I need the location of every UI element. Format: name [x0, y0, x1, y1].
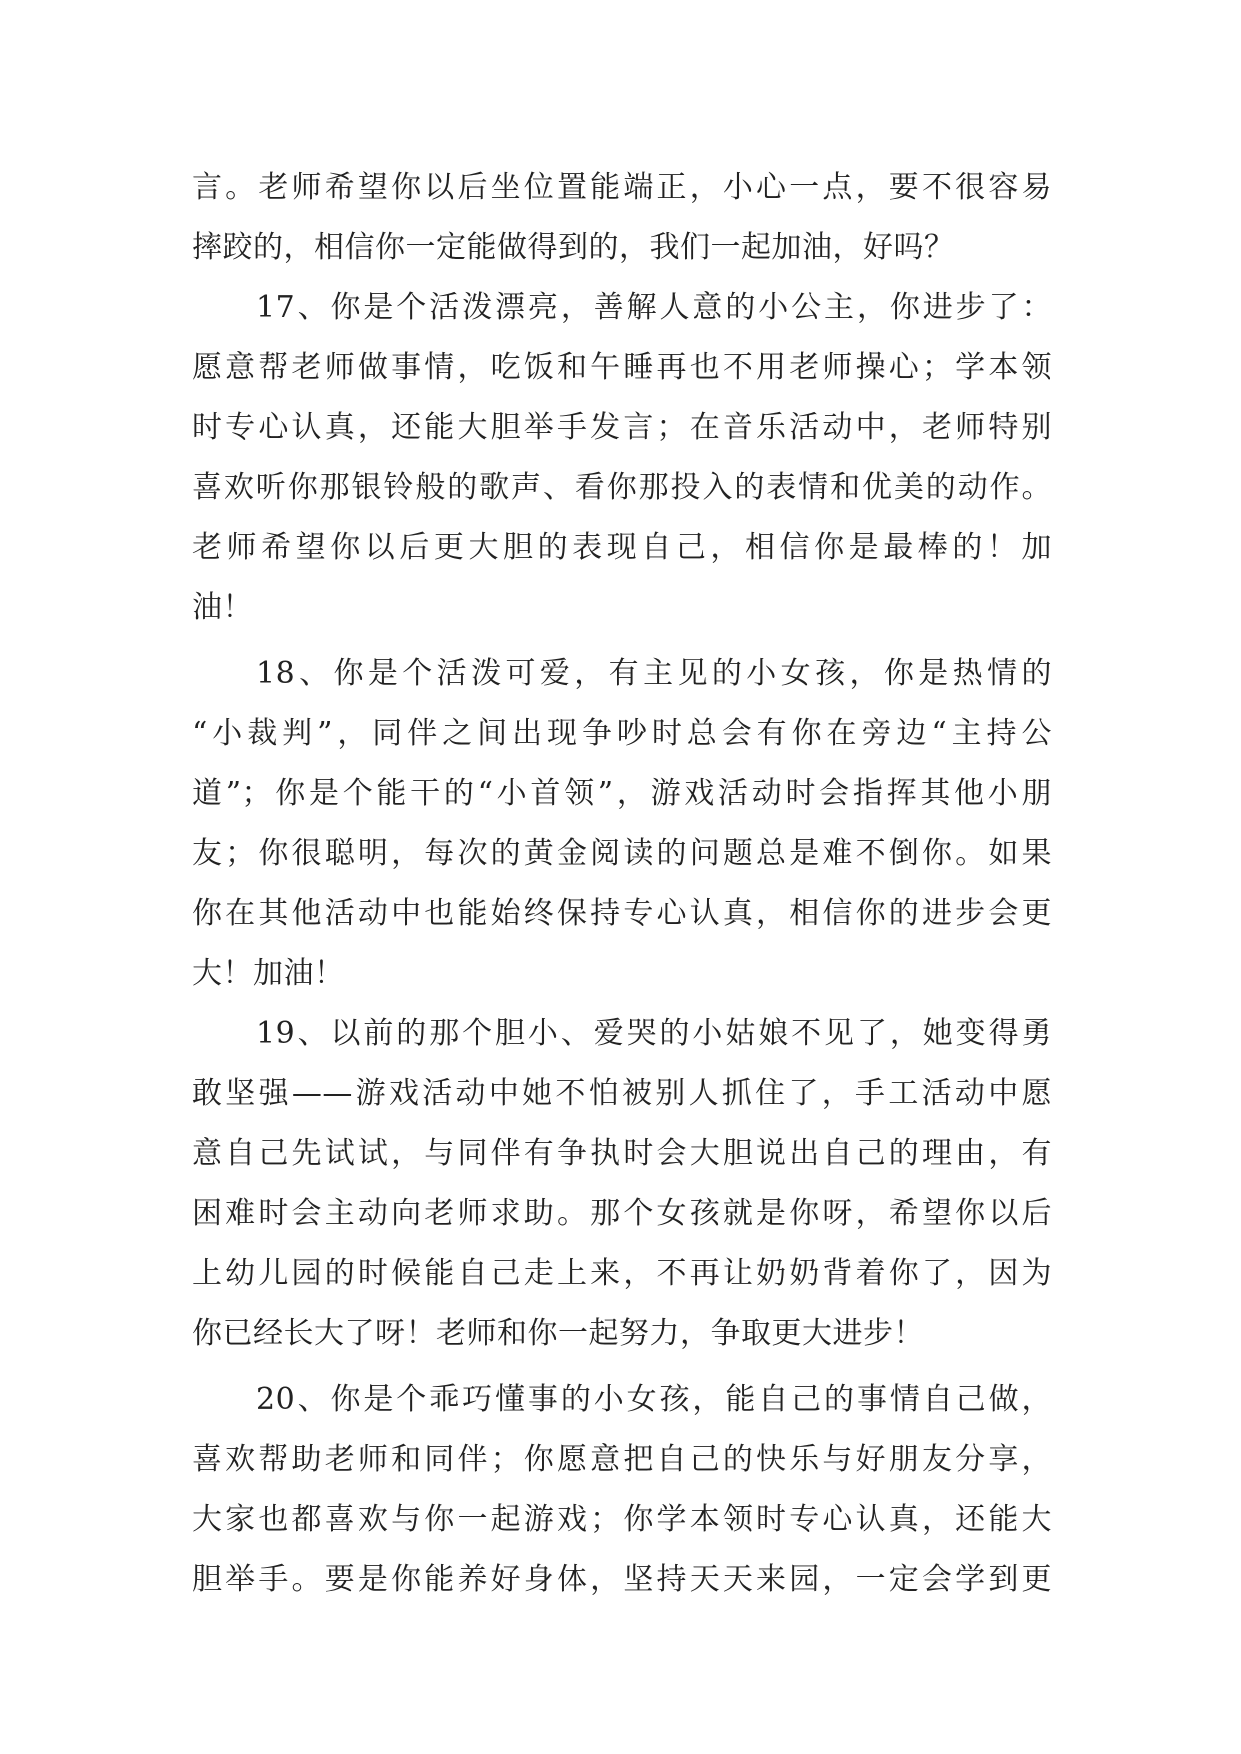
- text-line: 20、你是个乖巧懂事的小女孩，能自己的事情自己做，: [256, 1382, 1052, 1417]
- text-line: 困难时会主动向老师求助。那个女孩就是你呀，希望你以后: [192, 1196, 1052, 1231]
- text-line: 19、以前的那个胆小、爱哭的小姑娘不见了，她变得勇: [256, 1016, 1052, 1051]
- text-line: 敢坚强——游戏活动中她不怕被别人抓住了，手工活动中愿: [192, 1076, 1052, 1111]
- text-line: 言。老师希望你以后坐位置能端正，小心一点，要不很容易: [192, 170, 1052, 205]
- paragraph-20: [192, 1370, 1052, 1610]
- text-line: 你已经长大了呀！老师和你一起努力，争取更大进步！: [192, 1316, 924, 1351]
- text-line: 时专心认真，还能大胆举手发言；在音乐活动中，老师特别: [192, 410, 1052, 445]
- text-line: 老师希望你以后更大胆的表现自己，相信你是最棒的！加: [192, 530, 1052, 565]
- text-line: 18、你是个活泼可爱，有主见的小女孩，你是热情的: [256, 656, 1052, 691]
- text-line: 道”；你是个能干的“小首领”，游戏活动时会指挥其他小朋: [192, 776, 1052, 811]
- text-line: “小裁判”，同伴之间出现争吵时总会有你在旁边“主持公: [192, 716, 1052, 751]
- text-line: 友；你很聪明，每次的黄金阅读的问题总是难不倒你。如果: [192, 836, 1052, 871]
- text-line: 17、你是个活泼漂亮，善解人意的小公主，你进步了：: [256, 290, 1052, 325]
- text-line: 大！加油！: [192, 956, 345, 991]
- text-line: 你在其他活动中也能始终保持专心认真，相信你的进步会更: [192, 896, 1052, 931]
- paragraph-19: [192, 1004, 1052, 1364]
- text-line: 上幼儿园的时候能自己走上来，不再让奶奶背着你了，因为: [192, 1256, 1052, 1291]
- paragraph-16-continued: [192, 158, 1052, 278]
- body-text: [192, 158, 1052, 1610]
- text-line: 意自己先试试，与同伴有争执时会大胆说出自己的理由，有: [192, 1136, 1052, 1171]
- paragraph-18: [192, 644, 1052, 1004]
- paragraph-17: [192, 278, 1052, 638]
- text-line: 喜欢帮助老师和同伴；你愿意把自己的快乐与好朋友分享，: [192, 1442, 1052, 1477]
- text-line: 大家也都喜欢与你一起游戏；你学本领时专心认真，还能大: [192, 1502, 1052, 1537]
- text-line: 胆举手。要是你能养好身体，坚持天天来园，一定会学到更: [192, 1562, 1052, 1597]
- text-line: 喜欢听你那银铃般的歌声、看你那投入的表情和优美的动作。: [192, 470, 1052, 505]
- text-line: 愿意帮老师做事情，吃饭和午睡再也不用老师操心；学本领: [192, 350, 1052, 385]
- text-line: 摔跤的，相信你一定能做得到的，我们一起加油，好吗？: [192, 230, 955, 265]
- text-line: 油！: [192, 590, 253, 625]
